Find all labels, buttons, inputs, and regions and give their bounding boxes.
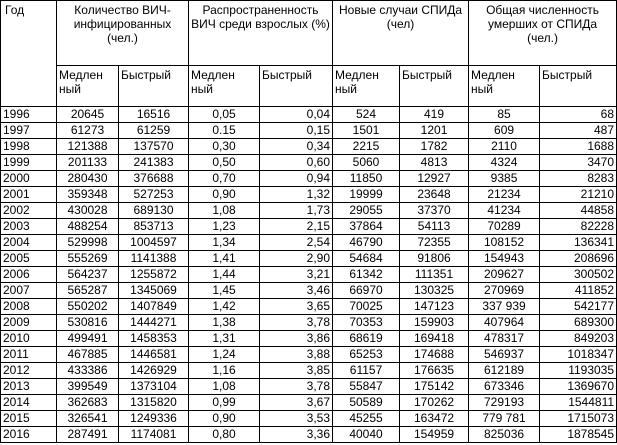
prevalence-fast-cell: 0,15 xyxy=(260,123,333,139)
deaths-slow-cell: 825036 xyxy=(469,427,540,443)
header-row-groups xyxy=(1,1,617,66)
new-cases-fast-cell: 175142 xyxy=(400,379,469,395)
hiv-slow-cell: 20645 xyxy=(57,107,119,123)
prevalence-slow-cell: 1,44 xyxy=(189,267,260,283)
prevalence-fast-cell: 1,73 xyxy=(260,203,333,219)
hiv-fast-cell: 1255872 xyxy=(119,267,189,283)
deaths-fast-cell: 487 xyxy=(540,123,617,139)
table-row xyxy=(1,299,617,315)
deaths-fast-cell: 136341 xyxy=(540,235,617,251)
new-cases-fast-cell: 54113 xyxy=(400,219,469,235)
prevalence-slow-cell: 1,41 xyxy=(189,251,260,267)
new-cases-fast-cell: 163472 xyxy=(400,411,469,427)
deaths-slow-cell: 2110 xyxy=(469,139,540,155)
year-cell: 2006 xyxy=(1,267,57,283)
hiv-fast-cell: 1446581 xyxy=(119,347,189,363)
hiv-fast-cell: 1373104 xyxy=(119,379,189,395)
new-cases-fast-cell: 176635 xyxy=(400,363,469,379)
deaths-fast-cell: 1688 xyxy=(540,139,617,155)
new-cases-slow-cell: 68619 xyxy=(333,331,400,347)
new-cases-slow-cell: 45255 xyxy=(333,411,400,427)
year-cell: 2011 xyxy=(1,347,57,363)
year-cell: 2009 xyxy=(1,315,57,331)
table-row xyxy=(1,235,617,251)
hiv-slow-cell: 399549 xyxy=(57,379,119,395)
table-row xyxy=(1,187,617,203)
hiv-slow-cell: 467885 xyxy=(57,347,119,363)
prevalence-fast-cell: 3,65 xyxy=(260,299,333,315)
year-cell: 2008 xyxy=(1,299,57,315)
new-cases-fast-cell: 91806 xyxy=(400,251,469,267)
deaths-fast-cell: 1544811 xyxy=(540,395,617,411)
deaths-fast-cell: 3470 xyxy=(540,155,617,171)
prevalence-slow-cell: 1,38 xyxy=(189,315,260,331)
deaths-slow-cell: 85 xyxy=(469,107,540,123)
hiv-slow-cell: 555269 xyxy=(57,251,119,267)
year-cell: 2000 xyxy=(1,171,57,187)
new-cases-slow-cell: 524 xyxy=(333,107,400,123)
prevalence-fast-cell: 0,60 xyxy=(260,155,333,171)
deaths-slow-cell: 546937 xyxy=(469,347,540,363)
table-row xyxy=(1,363,617,379)
table-row xyxy=(1,331,617,347)
deaths-fast-cell: 1018347 xyxy=(540,347,617,363)
hiv-slow-cell: 529998 xyxy=(57,235,119,251)
new-cases-slow-cell: 19999 xyxy=(333,187,400,203)
new-cases-slow-cell: 61157 xyxy=(333,363,400,379)
deaths-fast-cell: 68 xyxy=(540,107,617,123)
deaths-slow-cell: 108152 xyxy=(469,235,540,251)
new-cases-fast-cell: 12927 xyxy=(400,171,469,187)
hiv-fast-cell: 1458353 xyxy=(119,331,189,347)
hiv-fast-cell: 1345069 xyxy=(119,283,189,299)
new-cases-slow-cell: 2215 xyxy=(333,139,400,155)
hiv-slow-cell: 280430 xyxy=(57,171,119,187)
prevalence-fast-cell: 2,54 xyxy=(260,235,333,251)
table-row xyxy=(1,411,617,427)
new-cases-fast-cell: 1782 xyxy=(400,139,469,155)
table-row xyxy=(1,171,617,187)
year-cell: 1999 xyxy=(1,155,57,171)
prevalence-slow-cell: 1,45 xyxy=(189,283,260,299)
hiv-fast-cell: 1141388 xyxy=(119,251,189,267)
prevalence-slow-cell: 1,08 xyxy=(189,379,260,395)
new-cases-fast-cell: 154959 xyxy=(400,427,469,443)
hiv-slow-cell: 287491 xyxy=(57,427,119,443)
hiv-slow-cell: 362683 xyxy=(57,395,119,411)
prevalence-slow-cell: 0,80 xyxy=(189,427,260,443)
prevalence-fast-cell: 0,04 xyxy=(260,107,333,123)
hiv-slow-cell: 564237 xyxy=(57,267,119,283)
hiv-slow-cell: 488254 xyxy=(57,219,119,235)
year-cell: 1996 xyxy=(1,107,57,123)
prevalence-fast-cell: 1,32 xyxy=(260,187,333,203)
table-row xyxy=(1,395,617,411)
new-cases-fast-cell: 23648 xyxy=(400,187,469,203)
new-cases-fast-cell: 170262 xyxy=(400,395,469,411)
new-cases-slow-cell: 70025 xyxy=(333,299,400,315)
new-cases-slow-cell: 11850 xyxy=(333,171,400,187)
hiv-fast-cell: 241383 xyxy=(119,155,189,171)
deaths-fast-cell: 1715073 xyxy=(540,411,617,427)
header-fast: Быстрый xyxy=(540,66,617,107)
year-cell: 2007 xyxy=(1,283,57,299)
hiv-fast-cell: 137570 xyxy=(119,139,189,155)
year-cell: 2014 xyxy=(1,395,57,411)
new-cases-fast-cell: 37370 xyxy=(400,203,469,219)
deaths-slow-cell: 70289 xyxy=(469,219,540,235)
hiv-fast-cell: 527253 xyxy=(119,187,189,203)
deaths-slow-cell: 41234 xyxy=(469,203,540,219)
prevalence-slow-cell: 0,30 xyxy=(189,139,260,155)
deaths-slow-cell: 729193 xyxy=(469,395,540,411)
new-cases-slow-cell: 61342 xyxy=(333,267,400,283)
new-cases-slow-cell: 37864 xyxy=(333,219,400,235)
hiv-fast-cell: 1444271 xyxy=(119,315,189,331)
deaths-slow-cell: 4324 xyxy=(469,155,540,171)
deaths-fast-cell: 82228 xyxy=(540,219,617,235)
new-cases-slow-cell: 65253 xyxy=(333,347,400,363)
prevalence-fast-cell: 3,78 xyxy=(260,315,333,331)
table-row xyxy=(1,379,617,395)
hiv-slow-cell: 121388 xyxy=(57,139,119,155)
prevalence-fast-cell: 3,67 xyxy=(260,395,333,411)
deaths-slow-cell: 407964 xyxy=(469,315,540,331)
deaths-fast-cell: 300502 xyxy=(540,267,617,283)
hiv-fast-cell: 1315820 xyxy=(119,395,189,411)
hiv-slow-cell: 201133 xyxy=(57,155,119,171)
new-cases-fast-cell: 111351 xyxy=(400,267,469,283)
new-cases-slow-cell: 46790 xyxy=(333,235,400,251)
table-row xyxy=(1,251,617,267)
prevalence-slow-cell: 1,34 xyxy=(189,235,260,251)
new-cases-fast-cell: 174688 xyxy=(400,347,469,363)
hiv-slow-cell: 359348 xyxy=(57,187,119,203)
new-cases-slow-cell: 40040 xyxy=(333,427,400,443)
table-row xyxy=(1,267,617,283)
table-row xyxy=(1,107,617,123)
prevalence-slow-cell: 0,05 xyxy=(189,107,260,123)
new-cases-slow-cell: 54684 xyxy=(333,251,400,267)
year-cell: 1998 xyxy=(1,139,57,155)
deaths-slow-cell: 21234 xyxy=(469,187,540,203)
table-row xyxy=(1,155,617,171)
hiv-slow-cell: 530816 xyxy=(57,315,119,331)
deaths-slow-cell: 779 781 xyxy=(469,411,540,427)
hiv-fast-cell: 1174081 xyxy=(119,427,189,443)
new-cases-fast-cell: 130325 xyxy=(400,283,469,299)
new-cases-fast-cell: 1201 xyxy=(400,123,469,139)
deaths-slow-cell: 609 xyxy=(469,123,540,139)
prevalence-fast-cell: 0,94 xyxy=(260,171,333,187)
prevalence-fast-cell: 3,53 xyxy=(260,411,333,427)
hiv-fast-cell: 1426929 xyxy=(119,363,189,379)
header-hiv-infected: Количество ВИЧ-инфицированных (чел.) xyxy=(57,1,189,66)
year-cell: 2001 xyxy=(1,187,57,203)
new-cases-fast-cell: 147123 xyxy=(400,299,469,315)
header-hiv-prevalence: Распространенность ВИЧ среди взрослых (%) xyxy=(189,1,333,66)
prevalence-slow-cell: 1,42 xyxy=(189,299,260,315)
hiv-slow-cell: 433386 xyxy=(57,363,119,379)
hiv-fast-cell: 853713 xyxy=(119,219,189,235)
header-row-scenarios xyxy=(1,66,617,107)
new-cases-slow-cell: 1501 xyxy=(333,123,400,139)
prevalence-slow-cell: 1,31 xyxy=(189,331,260,347)
table-row xyxy=(1,139,617,155)
deaths-slow-cell: 337 939 xyxy=(469,299,540,315)
header-slow: Медлен ный xyxy=(189,66,260,107)
table-row xyxy=(1,219,617,235)
prevalence-slow-cell: 1,24 xyxy=(189,347,260,363)
prevalence-slow-cell: 0,90 xyxy=(189,187,260,203)
prevalence-fast-cell: 0,34 xyxy=(260,139,333,155)
new-cases-fast-cell: 169418 xyxy=(400,331,469,347)
header-fast: Быстрый xyxy=(260,66,333,107)
new-cases-slow-cell: 29055 xyxy=(333,203,400,219)
prevalence-fast-cell: 2,15 xyxy=(260,219,333,235)
new-cases-slow-cell: 70353 xyxy=(333,315,400,331)
new-cases-fast-cell: 419 xyxy=(400,107,469,123)
year-cell: 2016 xyxy=(1,427,57,443)
year-cell: 2010 xyxy=(1,331,57,347)
deaths-fast-cell: 411852 xyxy=(540,283,617,299)
header-slow: Медлен ный xyxy=(333,66,400,107)
hiv-slow-cell: 550202 xyxy=(57,299,119,315)
hiv-fast-cell: 376688 xyxy=(119,171,189,187)
prevalence-fast-cell: 3,86 xyxy=(260,331,333,347)
hiv-fast-cell: 1004597 xyxy=(119,235,189,251)
table-row xyxy=(1,283,617,299)
table-row xyxy=(1,347,617,363)
year-cell: 2002 xyxy=(1,203,57,219)
header-fast: Быстрый xyxy=(119,66,189,107)
new-cases-fast-cell: 72355 xyxy=(400,235,469,251)
deaths-slow-cell: 673346 xyxy=(469,379,540,395)
hiv-fast-cell: 61259 xyxy=(119,123,189,139)
deaths-slow-cell: 612189 xyxy=(469,363,540,379)
table-body xyxy=(1,107,617,443)
year-cell: 2015 xyxy=(1,411,57,427)
deaths-slow-cell: 209627 xyxy=(469,267,540,283)
year-cell: 2004 xyxy=(1,235,57,251)
hiv-slow-cell: 61273 xyxy=(57,123,119,139)
deaths-slow-cell: 478317 xyxy=(469,331,540,347)
new-cases-fast-cell: 159903 xyxy=(400,315,469,331)
deaths-fast-cell: 21210 xyxy=(540,187,617,203)
prevalence-slow-cell: 1,16 xyxy=(189,363,260,379)
header-slow: Медлен ный xyxy=(57,66,119,107)
header-new-aids-cases: Новые случаи СПИДа (чел) xyxy=(333,1,469,66)
year-cell: 2005 xyxy=(1,251,57,267)
year-cell: 2013 xyxy=(1,379,57,395)
new-cases-slow-cell: 66970 xyxy=(333,283,400,299)
hiv-fast-cell: 1249336 xyxy=(119,411,189,427)
year-cell: 2012 xyxy=(1,363,57,379)
new-cases-slow-cell: 55847 xyxy=(333,379,400,395)
deaths-fast-cell: 689300 xyxy=(540,315,617,331)
hiv-fast-cell: 689130 xyxy=(119,203,189,219)
hiv-slow-cell: 326541 xyxy=(57,411,119,427)
header-year: Год xyxy=(1,1,57,107)
table-row xyxy=(1,123,617,139)
prevalence-slow-cell: 0,90 xyxy=(189,411,260,427)
prevalence-fast-cell: 3,36 xyxy=(260,427,333,443)
new-cases-slow-cell: 5060 xyxy=(333,155,400,171)
deaths-fast-cell: 8283 xyxy=(540,171,617,187)
year-cell: 1997 xyxy=(1,123,57,139)
hiv-slow-cell: 565287 xyxy=(57,283,119,299)
prevalence-slow-cell: 0,50 xyxy=(189,155,260,171)
hiv-slow-cell: 430028 xyxy=(57,203,119,219)
new-cases-slow-cell: 50589 xyxy=(333,395,400,411)
table-row xyxy=(1,427,617,443)
hiv-fast-cell: 1407849 xyxy=(119,299,189,315)
deaths-fast-cell: 542177 xyxy=(540,299,617,315)
prevalence-slow-cell: 0,70 xyxy=(189,171,260,187)
hiv-slow-cell: 499491 xyxy=(57,331,119,347)
header-aids-deaths: Общая численность умерших от СПИДа (чел.) xyxy=(469,1,617,66)
table-row xyxy=(1,203,617,219)
hiv-fast-cell: 16516 xyxy=(119,107,189,123)
prevalence-slow-cell: 1,23 xyxy=(189,219,260,235)
header-fast: Быстрый xyxy=(400,66,469,107)
prevalence-fast-cell: 3,46 xyxy=(260,283,333,299)
deaths-slow-cell: 270969 xyxy=(469,283,540,299)
prevalence-slow-cell: 0,99 xyxy=(189,395,260,411)
table-row xyxy=(1,315,617,331)
deaths-fast-cell: 1878545 xyxy=(540,427,617,443)
prevalence-slow-cell: 0.15 xyxy=(189,123,260,139)
deaths-fast-cell: 1193035 xyxy=(540,363,617,379)
deaths-slow-cell: 154943 xyxy=(469,251,540,267)
header-slow: Медлен ный xyxy=(469,66,540,107)
prevalence-slow-cell: 1,08 xyxy=(189,203,260,219)
prevalence-fast-cell: 3,78 xyxy=(260,379,333,395)
prevalence-fast-cell: 3,88 xyxy=(260,347,333,363)
prevalence-fast-cell: 3,21 xyxy=(260,267,333,283)
prevalence-fast-cell: 3,85 xyxy=(260,363,333,379)
deaths-fast-cell: 44858 xyxy=(540,203,617,219)
new-cases-fast-cell: 4813 xyxy=(400,155,469,171)
year-cell: 2003 xyxy=(1,219,57,235)
prevalence-fast-cell: 2,90 xyxy=(260,251,333,267)
deaths-fast-cell: 1369670 xyxy=(540,379,617,395)
deaths-fast-cell: 208696 xyxy=(540,251,617,267)
deaths-slow-cell: 9385 xyxy=(469,171,540,187)
deaths-fast-cell: 849203 xyxy=(540,331,617,347)
